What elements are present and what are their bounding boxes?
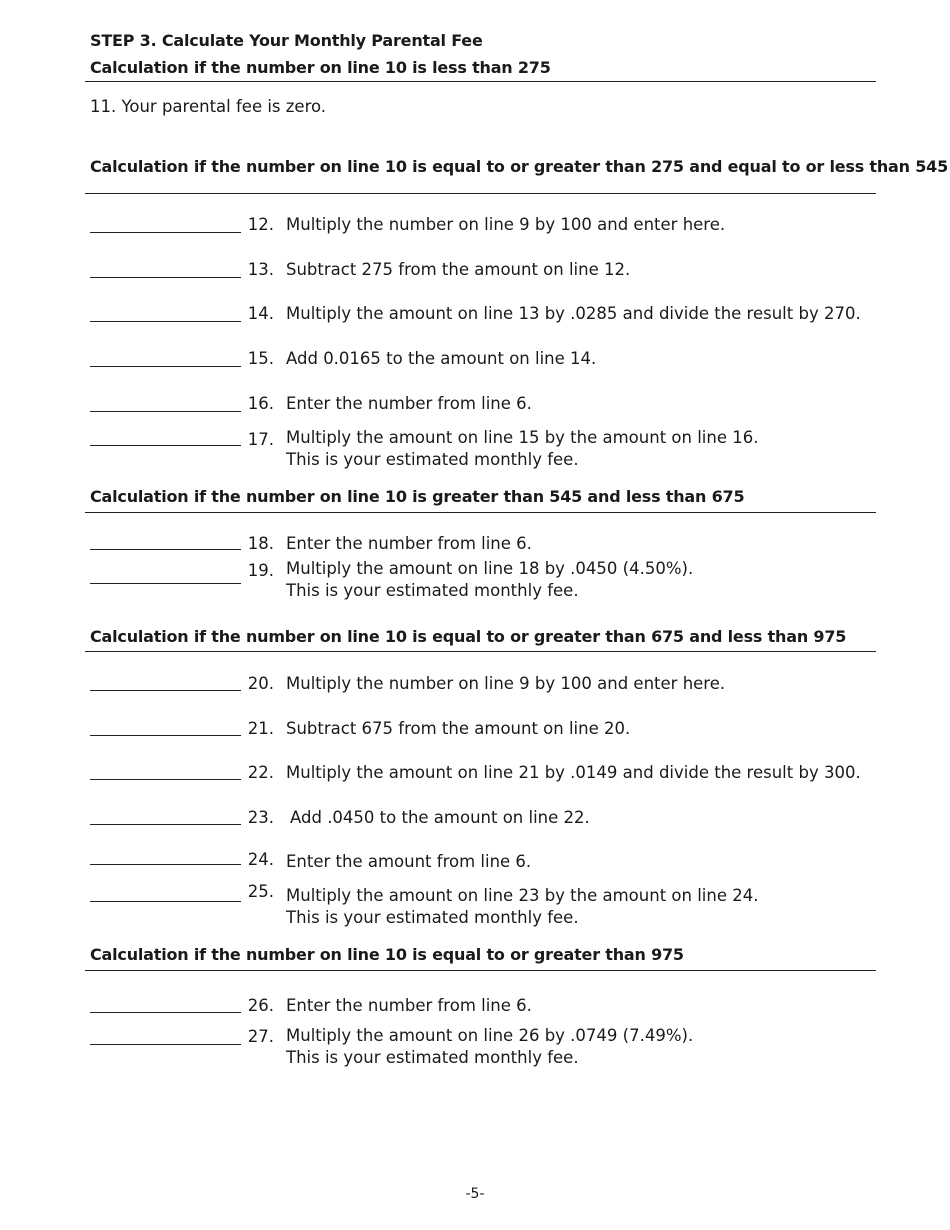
line-27-blank[interactable] [90,1044,241,1045]
line-12-blank[interactable] [90,232,241,233]
line-25-blank[interactable] [90,901,241,902]
line-12-number: 12. [247,215,274,234]
line-15-number: 15. [247,349,274,368]
line-26-number: 26. [247,996,274,1015]
section-b-title: Calculation if the number on line 10 is equal to or greater than 275 and equal to or less than 545 [90,157,949,176]
line-26-blank[interactable] [90,1012,241,1013]
line-25-number: 25. [247,882,274,901]
line-18-number: 18. [247,534,274,553]
line-22-blank[interactable] [90,779,241,780]
page-number: -5- [465,1186,485,1202]
line-25-text: Multiply the amount on line 23 by the amount on line 24. [286,886,759,905]
line-18-blank[interactable] [90,549,241,550]
section-b-divider [85,193,876,194]
line-17-note: This is your estimated monthly fee. [286,450,579,469]
line-26-text: Enter the number from line 6. [286,996,532,1015]
line-23-blank[interactable] [90,824,241,825]
line-21-blank[interactable] [90,735,241,736]
line-21-number: 21. [247,719,274,738]
line-13-number: 13. [247,260,274,279]
line-15-blank[interactable] [90,366,241,367]
line-18-text: Enter the number from line 6. [286,534,532,553]
line-19-text: Multiply the amount on line 18 by .0450 (4.50%). [286,559,694,578]
line-17-blank[interactable] [90,445,241,446]
line-19-note: This is your estimated monthly fee. [286,581,579,600]
step-title: STEP 3. Calculate Your Monthly Parental Fee [90,31,483,50]
line-27-note: This is your estimated monthly fee. [286,1048,579,1067]
section-d-title: Calculation if the number on line 10 is equal to or greater than 675 and less than 975 [90,627,847,646]
line-19-number: 19. [247,561,274,580]
section-e-title: Calculation if the number on line 10 is equal to or greater than 975 [90,945,684,964]
line-20-blank[interactable] [90,690,241,691]
line-16-text: Enter the number from line 6. [286,394,532,413]
line-17-text: Multiply the amount on line 15 by the amount on line 16. [286,428,759,447]
section-e-divider [85,970,876,971]
line-16-number: 16. [247,394,274,413]
line-17-number: 17. [247,430,274,449]
section-c-divider [85,512,876,513]
section-d-divider [85,651,876,652]
line-23-text: Add .0450 to the amount on line 22. [290,808,590,827]
line-12-text: Multiply the number on line 9 by 100 and enter here. [286,215,726,234]
line-11-text: 11. Your parental fee is zero. [90,97,327,116]
line-20-text: Multiply the number on line 9 by 100 and enter here. [286,674,726,693]
line-22-number: 22. [247,763,274,782]
line-24-text: Enter the amount from line 6. [286,852,532,871]
line-24-blank[interactable] [90,864,241,865]
line-21-text: Subtract 675 from the amount on line 20. [286,719,631,738]
line-24-number: 24. [247,850,274,869]
line-13-blank[interactable] [90,277,241,278]
section-a-divider [85,81,876,82]
line-23-number: 23. [247,808,274,827]
line-14-blank[interactable] [90,321,241,322]
section-c-title: Calculation if the number on line 10 is greater than 545 and less than 675 [90,487,745,506]
line-15-text: Add 0.0165 to the amount on line 14. [286,349,597,368]
line-25-note: This is your estimated monthly fee. [286,908,579,927]
line-14-number: 14. [247,304,274,323]
line-27-text: Multiply the amount on line 26 by .0749 (7.49%). [286,1026,694,1045]
line-20-number: 20. [247,674,274,693]
section-a-title: Calculation if the number on line 10 is less than 275 [90,58,551,77]
line-19-blank[interactable] [90,583,241,584]
line-22-text: Multiply the amount on line 21 by .0149 and divide the result by 300. [286,763,861,782]
line-14-text: Multiply the amount on line 13 by .0285 and divide the result by 270. [286,304,861,323]
line-27-number: 27. [247,1027,274,1046]
line-13-text: Subtract 275 from the amount on line 12. [286,260,631,279]
line-16-blank[interactable] [90,411,241,412]
